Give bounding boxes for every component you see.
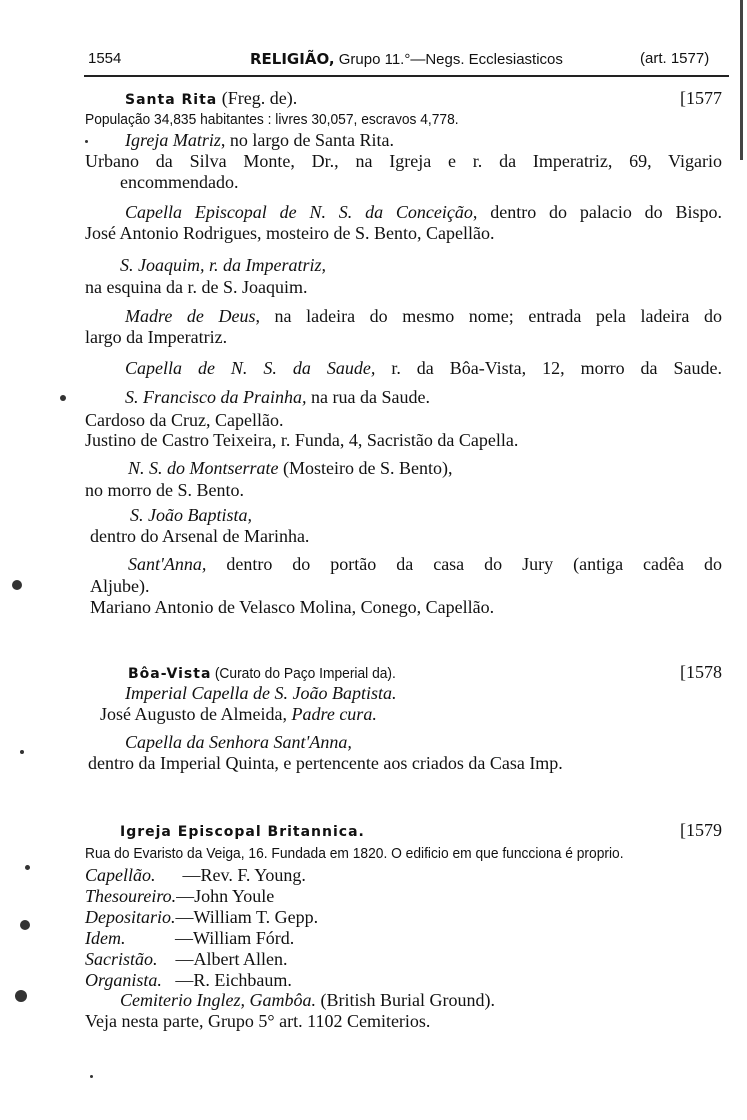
text-line [120, 990, 495, 1011]
text-line [90, 597, 494, 618]
running-title [250, 50, 563, 68]
text-line [125, 202, 722, 223]
text-segment: r. da Bôa-Vista, 12, morro da Saude. [375, 358, 722, 378]
text-line [85, 865, 306, 886]
text-line [130, 505, 252, 526]
text-segment: —William T. Gepp. [175, 907, 319, 927]
text-line [85, 1011, 430, 1032]
text-segment: Urbano da Silva Monte, Dr., na Igreja e r. da Imperatriz, 69, Vigario [85, 151, 722, 171]
text-line [85, 151, 722, 172]
text-segment: na esquina da r. de S. Joaquim. [85, 277, 308, 297]
text-segment: Cardoso da Cruz, Capellão. [85, 410, 284, 430]
article-number: [1577 [680, 88, 722, 108]
text-line [100, 704, 377, 725]
text-line [85, 949, 288, 970]
section-heading: Bôa-Vista [128, 666, 212, 682]
italic-text: N. S. do Montserrate [128, 458, 279, 478]
text-line [90, 526, 309, 547]
text-segment: —John Youle [176, 886, 275, 906]
text-segment: dentro da Imperial Quinta, e pertencente aos criados da Casa Imp. [88, 753, 563, 773]
italic-text: Sant'Anna, [128, 554, 207, 574]
header-rule [84, 75, 729, 77]
text-line [85, 327, 227, 348]
text-segment: —William Fórd. [125, 928, 295, 948]
text-line [85, 907, 318, 928]
italic-text: Cemiterio Inglez, Gambôa. [120, 990, 316, 1010]
text-line [125, 387, 430, 408]
text-line [85, 928, 294, 949]
text-line [125, 732, 352, 753]
text-segment: largo da Imperatriz. [85, 327, 228, 347]
italic-text: Sacristão. [85, 949, 158, 969]
text-line [85, 410, 283, 431]
text-segment: (Freg. de). [217, 88, 298, 108]
text-line [128, 554, 722, 575]
text-segment: Veja nesta parte, Grupo 5° art. 1102 Cemiterios. [85, 1011, 431, 1031]
text-line [125, 683, 396, 704]
text-segment: —R. Eichbaum. [161, 970, 292, 990]
text-segment: José Augusto de Almeida, [100, 704, 292, 724]
italic-text: Organista. [85, 970, 162, 990]
scan-speck [12, 580, 22, 590]
text-line [125, 130, 394, 151]
italic-text: Padre cura. [291, 704, 377, 724]
text-line [85, 277, 307, 298]
text-segment: , no largo de Santa Rita. [220, 130, 394, 150]
text-segment: —Albert Allen. [157, 949, 288, 969]
scan-speck [90, 1075, 93, 1078]
running-title-bold: RELIGIÃO, [250, 50, 335, 68]
italic-text: Depositario. [85, 907, 176, 927]
text-line [85, 108, 491, 130]
text-line [128, 662, 412, 685]
italic-text: Imperial Capella de S. João Baptista. [125, 683, 397, 703]
running-title-rest: Grupo 11.°—Negs. Ecclesiasticos [334, 51, 563, 68]
text-line [128, 458, 452, 479]
text-segment: dentro do Arsenal de Marinha. [90, 526, 310, 546]
section-heading: Santa Rita [125, 92, 218, 108]
text-segment: , na ladeira do mesmo nome; entrada pela ladeira do [255, 306, 722, 326]
article-number: [1579 [680, 820, 722, 840]
text-segment: José Antonio Rodrigues, mosteiro de S. Bento, Capellão. [85, 223, 495, 243]
text-line [85, 842, 670, 864]
italic-text: Capella Episcopal de N. S. da Conceição [125, 202, 473, 222]
italic-text: S. Francisco da Prainha, [125, 387, 307, 407]
text-line [120, 255, 326, 276]
text-line [85, 886, 274, 907]
italic-text: Capella da Senhora Sant'Anna, [125, 732, 352, 752]
italic-text: S. Joaquim, r. da Imperatriz, [120, 255, 326, 275]
text-segment: Justino de Castro Teixeira, r. Funda, 4, Sacristão da Capella. [85, 430, 519, 450]
article-number: [1578 [680, 662, 722, 682]
text-segment: Rua do Evaristo da Veiga, 16. Fundada em 1820. O edificio em que funcciona é proprio. [85, 845, 624, 862]
italic-text: Thesoureiro. [85, 886, 177, 906]
section-heading: Igreja Episcopal Britannica. [120, 824, 365, 840]
italic-text: Capellão. [85, 865, 156, 885]
text-line [90, 576, 149, 597]
text-segment: Aljube). [90, 576, 150, 596]
text-line [85, 223, 494, 244]
article-range: (art. 1577) [640, 50, 710, 67]
text-line [120, 820, 365, 843]
scan-speck [25, 865, 30, 870]
text-line [120, 172, 238, 193]
text-segment: encommendado. [120, 172, 239, 192]
scan-speck [60, 395, 66, 401]
page-number: 1554 [88, 50, 122, 67]
text-segment: dentro do portão da casa do Jury (antiga cadêa do [206, 554, 722, 574]
scan-speck [20, 920, 30, 930]
scan-edge [740, 0, 743, 160]
text-line [125, 358, 722, 379]
italic-text: Capella de N. S. da Saude, [125, 358, 376, 378]
scan-speck [85, 140, 88, 143]
italic-text: Idem. [85, 928, 126, 948]
text-segment: no morro de S. Bento. [85, 480, 244, 500]
scan-speck [20, 750, 24, 754]
text-line [88, 753, 563, 774]
text-segment: —Rev. F. Young. [155, 865, 306, 885]
italic-text: Igreja Matriz [125, 130, 221, 150]
text-line [85, 430, 518, 451]
text-segment: Mariano Antonio de Velasco Molina, Conego, Capellão. [90, 597, 495, 617]
text-line [125, 306, 722, 327]
text-segment: , dentro do palacio do Bispo. [472, 202, 722, 222]
italic-text: Madre de Deus [125, 306, 256, 326]
text-line [85, 970, 292, 991]
text-line [85, 480, 244, 501]
scan-speck [15, 990, 27, 1002]
text-segment: na rua da Saude. [306, 387, 430, 407]
text-segment: (Curato do Paço Imperial da). [211, 665, 397, 682]
text-segment: (Mosteiro de S. Bento), [278, 458, 453, 478]
text-segment: População 34,835 habitantes : livres 30,057, escravos 4,778. [85, 111, 459, 128]
italic-text: S. João Baptista, [130, 505, 252, 525]
text-segment: (British Burial Ground). [315, 990, 495, 1010]
